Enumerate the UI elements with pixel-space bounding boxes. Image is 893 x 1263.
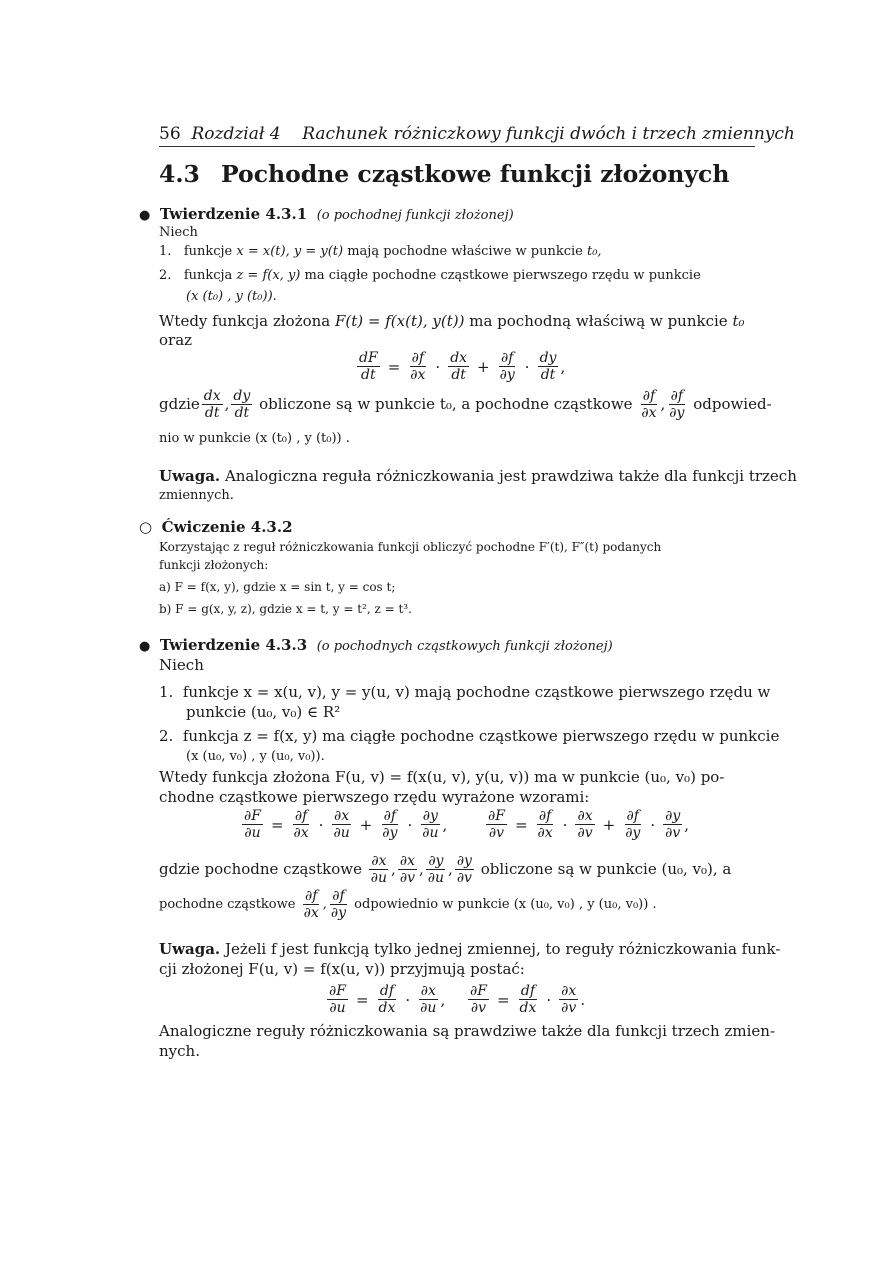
- exercise-line-1: Korzystając z reguł różniczkowania funkcji obliczyć pochodne F′(t), F″(t) podanych: [159, 540, 662, 554]
- theorem-item-2-point: (x (t₀) , y (t₀)).: [186, 289, 277, 304]
- exercise-line-2: funkcji złożonych:: [159, 558, 269, 572]
- gdzie-line-2: nio w punkcie (x (t₀) , y (t₀)) .: [159, 431, 350, 446]
- theorem-2-item-1-line-2: punkcie (u₀, v₀) ∈ R²: [186, 703, 341, 721]
- filled-bullet-icon: ●: [139, 639, 151, 654]
- theorem-2-item-2-line-2: (x (u₀, v₀) , y (u₀, v₀)).: [186, 749, 325, 764]
- remark-2-line-4: nych.: [159, 1042, 200, 1060]
- formula-partial-v: $\frac{\partial F}{\partial v}$ = $\frac{\partial f}{\partial x}$ · $\frac{\partial x}{\partial v}$ + $\frac{\partial f}{\partial y}$ · $\frac{\partial y}{\partial v}$ ,: [488, 808, 690, 841]
- niech-2: Niech: [159, 656, 204, 674]
- exercise-a: a) F = f(x, y), gdzie x = sin t, y = cos t;: [159, 580, 396, 594]
- niech: Niech: [159, 225, 198, 240]
- remark-2-line-2: cji złożonej F(u, v) = f(x(u, v)) przyjmują postać:: [159, 960, 525, 978]
- theorem-label: Twierdzenie 4.3.1: [159, 205, 308, 223]
- section-heading: [159, 160, 729, 188]
- filled-bullet-icon: ●: [139, 208, 151, 223]
- theorem-4-3-1-heading: [139, 205, 514, 225]
- chapter-label: Rozdział 4: [191, 124, 281, 144]
- exercise-4-3-2-heading: ○ Ćwiczenie 4.3.2: [139, 518, 293, 536]
- remark-1: Uwaga. Analogiczna reguła różniczkowania jest prawdziwa także dla funkcji trzech: [159, 467, 797, 485]
- gdzie-2-line: gdzie pochodne cząstkowe $\frac{\partial x}{\partial u}$ , $\frac{\partial x}{\partial v}$ , $\frac{\partial y}{\partial u}$ , $\frac{\partial y}{\partial v}$ obliczone są w punkcie (u₀, v₀), a: [159, 853, 732, 886]
- page-number: 56: [159, 124, 181, 144]
- wtedy-2-line-2: chodne cząstkowe pierwszego rzędu wyrażone wzorami:: [159, 788, 590, 806]
- wtedy-line: Wtedy funkcja złożona F(t) = f(x(t), y(t)) ma pochodną właściwą w punkcie t₀: [159, 312, 745, 330]
- formula-one-var-u: $\frac{\partial F}{\partial u}$ = $\frac{df}{dx}$ · $\frac{\partial x}{\partial u}$ ,: [329, 983, 446, 1016]
- remark-2-line-3: Analogiczne reguły różniczkowania są prawdziwe także dla funkcji trzech zmien-: [159, 1022, 776, 1040]
- formula-one-var-v: $\frac{\partial F}{\partial v}$ = $\frac{df}{dx}$ · $\frac{\partial x}{\partial v}$ .: [470, 983, 586, 1016]
- theorem-4-3-3-heading: ● Twierdzenie 4.3.3 (o pochodnych cząstkowych funkcji złożonej): [139, 636, 613, 654]
- section-number: 4.3: [159, 160, 200, 188]
- oraz: oraz: [159, 331, 193, 349]
- wtedy-2-line-1: Wtedy funkcja złożona F(u, v) = f(x(u, v), y(u, v)) ma w punkcie (u₀, v₀) po-: [159, 768, 725, 786]
- gdzie-line: gdzie $\frac{dx}{dt}$ , $\frac{dy}{dt}$ obliczone są w punkcie t₀, a pochodne cząstkowe $\frac{\partial f}{\partial x}$ , $\frac{\partial f}{\partial y}$ odpowied-: [159, 388, 772, 421]
- section-title: Pochodne cząstkowe funkcji złożonych: [221, 160, 730, 188]
- remark-2: Uwaga. Jeżeli f jest funkcją tylko jednej zmiennej, to reguły różniczkowania funk-: [159, 940, 781, 958]
- theorem-2-item-1: 1. funkcje x = x(u, v), y = y(u, v) mają pochodne cząstkowe pierwszego rzędu w: [159, 683, 771, 701]
- chain-rule-formula: $\frac{dF}{dt}$ = $\frac{\partial f}{\partial x}$ · $\frac{dx}{dt}$ + $\frac{\partial f}{\partial y}$ · $\frac{dy}{dt}$ ,: [359, 350, 566, 383]
- theorem-2-item-2: 2. funkcja z = f(x, y) ma ciągłe pochodne cząstkowe pierwszego rzędu w punkcie: [159, 727, 780, 745]
- theorem-subtitle: (o pochodnej funkcji złożonej): [316, 208, 514, 223]
- pochodne-line: pochodne cząstkowe $\frac{\partial f}{\partial x}$ , $\frac{\partial f}{\partial y}$ odpowiednio w punkcie (x (u₀, v₀) , y (u₀, v₀)) .: [159, 888, 657, 921]
- theorem-item-2: 2. funkcja z = f(x, y) ma ciągłe pochodne cząstkowe pierwszego rzędu w punkcie: [159, 268, 701, 283]
- hollow-bullet-icon: ○: [139, 518, 153, 536]
- running-header: [159, 124, 795, 147]
- remark-1-line-2: zmiennych.: [159, 488, 234, 503]
- formula-partial-u: $\frac{\partial F}{\partial u}$ = $\frac{\partial f}{\partial x}$ · $\frac{\partial x}{\partial u}$ + $\frac{\partial f}{\partial y}$ · $\frac{\partial y}{\partial u}$ ,: [244, 808, 448, 841]
- exercise-b: b) F = g(x, y, z), gdzie x = t, y = t², z = t³.: [159, 602, 412, 616]
- chapter-title: Rachunek różniczkowy funkcji dwóch i trzech zmiennych: [302, 124, 795, 144]
- theorem-item-1: 1. funkcje x = x(t), y = y(t) mają pochodne właściwe w punkcie t₀,: [159, 244, 602, 259]
